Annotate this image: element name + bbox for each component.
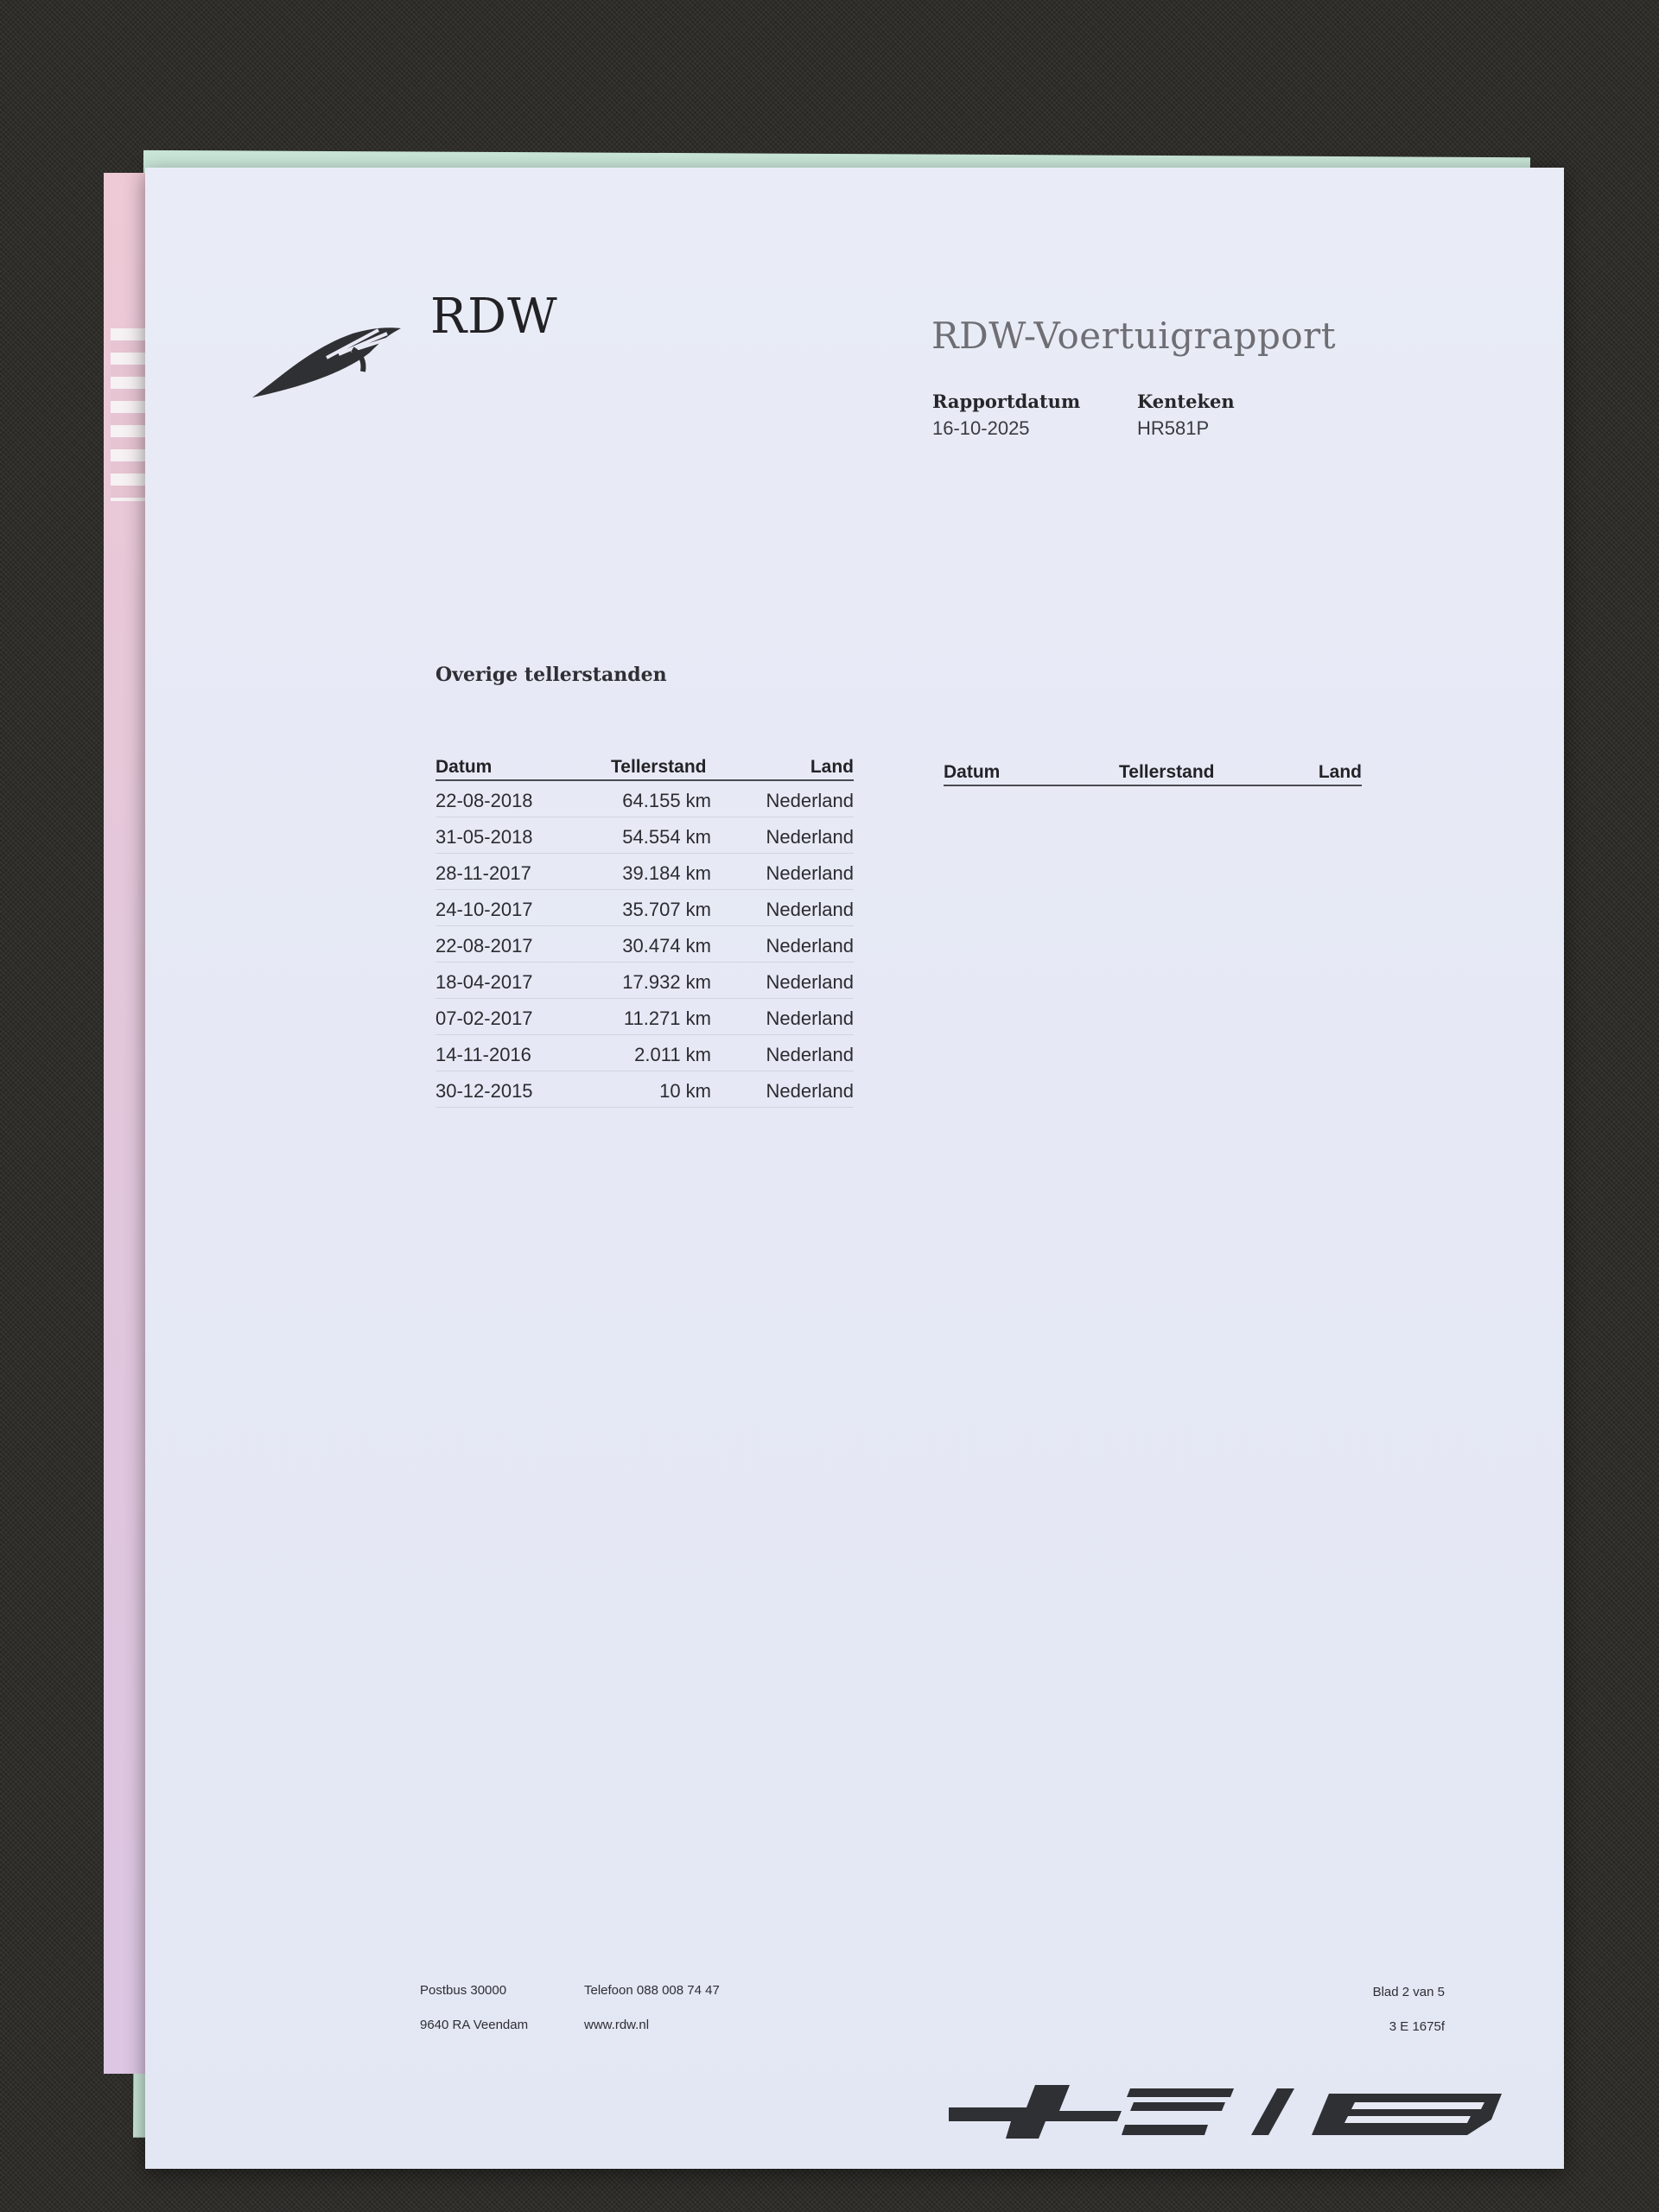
row-country: Nederland [766, 899, 854, 920]
row-country: Nederland [766, 862, 854, 884]
report-title: RDW-Voertuigrapport [931, 315, 1337, 357]
row-date: 22-08-2017 [435, 935, 533, 957]
footer-contact [584, 1974, 720, 2043]
header-odometer: Tellerstand [1119, 762, 1215, 782]
row-odometer: 11.271 km [623, 1007, 711, 1029]
row-odometer: 17.932 km [622, 971, 711, 993]
footer-page-info [1373, 1975, 1445, 2044]
license-plate-block [1137, 391, 1235, 440]
odometer-table-right [944, 759, 1362, 786]
row-country: Nederland [766, 935, 854, 957]
report-page [145, 168, 1564, 2169]
footer-website: www.rdw.nl [584, 2018, 650, 2032]
header-country: Land [1318, 762, 1362, 782]
page-number: Blad 2 van 5 [1372, 1985, 1445, 1999]
row-country: Nederland [766, 1007, 854, 1029]
section-title: Overige tellerstanden [435, 664, 667, 686]
footer-phone: Telefoon 088 008 74 47 [584, 1983, 720, 1998]
license-plate-value: HR581P [1137, 417, 1210, 439]
table-row [435, 854, 854, 890]
row-country: Nederland [766, 1044, 854, 1065]
row-odometer: 30.474 km [622, 935, 711, 957]
odometer-table-left [435, 753, 854, 1108]
row-odometer: 64.155 km [622, 790, 711, 811]
report-date-value: 16-10-2025 [932, 417, 1030, 439]
brand-name: RDW [430, 289, 558, 345]
footer-po-box: Postbus 30000 [420, 1983, 507, 1998]
row-country: Nederland [766, 790, 854, 811]
row-date: 14-11-2016 [435, 1044, 531, 1065]
table-body [435, 781, 854, 1108]
row-date: 22-08-2018 [435, 790, 533, 811]
footer-address [420, 1974, 528, 2043]
row-date: 31-05-2018 [435, 826, 533, 848]
rdw-logo-icon [249, 315, 404, 401]
background-sheet-stripes [111, 328, 145, 501]
table-row [435, 1035, 854, 1071]
header-odometer: Tellerstand [611, 757, 707, 777]
table-row [435, 1071, 854, 1108]
table-row [435, 963, 854, 999]
row-date: 18-04-2017 [435, 971, 533, 993]
row-country: Nederland [766, 971, 854, 993]
row-date: 24-10-2017 [435, 899, 533, 920]
row-odometer: 2.011 km [634, 1044, 711, 1065]
row-date: 30-12-2015 [435, 1080, 533, 1102]
row-odometer: 54.554 km [622, 826, 711, 848]
row-date: 28-11-2017 [435, 862, 531, 884]
document-code: 3 E 1675f [1389, 2019, 1445, 2034]
license-plate-label: Kenteken [1137, 391, 1235, 412]
table-row [435, 926, 854, 963]
table-row [435, 781, 854, 817]
row-odometer: 39.184 km [622, 862, 711, 884]
rdw-stripe-logo-icon [949, 2082, 1510, 2142]
row-odometer: 35.707 km [622, 899, 711, 920]
table-row [435, 890, 854, 926]
report-date-block [932, 391, 1080, 440]
footer-postal-city: 9640 RA Veendam [420, 2018, 529, 2032]
row-country: Nederland [766, 1080, 854, 1102]
header-date: Datum [944, 762, 1001, 782]
row-country: Nederland [766, 826, 854, 848]
table-row [435, 999, 854, 1035]
row-date: 07-02-2017 [435, 1007, 533, 1029]
header-country: Land [810, 757, 854, 777]
header-date: Datum [435, 757, 493, 777]
table-header [435, 753, 854, 781]
report-date-label: Rapportdatum [932, 391, 1081, 412]
table-row [435, 817, 854, 854]
row-odometer: 10 km [659, 1080, 711, 1102]
table-header [944, 759, 1362, 786]
